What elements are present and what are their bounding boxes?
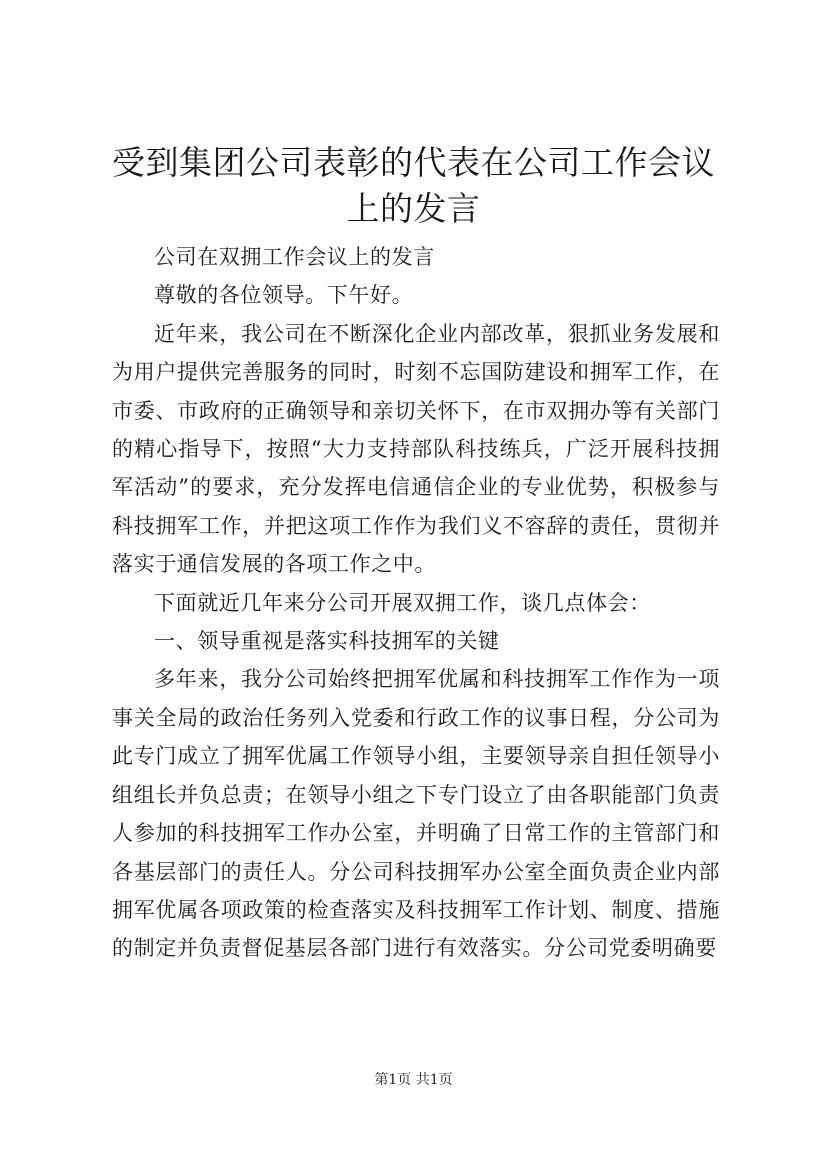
paragraph-greeting: 尊敬的各位领导。下午好。 bbox=[154, 283, 414, 308]
page-number-footer: 第1页 共1页 bbox=[374, 1072, 453, 1088]
paragraph-subtitle: 公司在双拥工作会议上的发言 bbox=[154, 245, 435, 269]
section-heading: 一、领导重视是落实科技拥军的关键 bbox=[154, 629, 500, 654]
paragraph-intro: 近年来，我公司在不断深化企业内部改革，狠抓业务发展和为用户提供完善服务的同时，时刻不忘国防建设和拥军工作，在市委、市政府的正确领导和亲切关怀下，在市双拥办等有关部门的精心指导下，按照“大力支持部队科技练兵，广泛开展科技拥军活动”的要求，充分发挥电信通信企业的专业优势，积极参与科技拥军工作，并把这项工作作为我们义不容辞的责任，贯彻并落实于通信发展的各项工作之中。 bbox=[112, 321, 720, 577]
paragraph-section-one: 多年来，我分公司始终把拥军优属和科技拥军工作作为一项事关全局的政治任务列入党委和行政工作的议事日程，分公司为此专门成立了拥军优属工作领导小组，主要领导亲自担任领导小组组长并负总责；在领导小组之下专门设立了由各职能部门负责人参加的科技拥军工作办公室，并明确了日常工作的主管部门和各基层部门的责任人。分公司科技拥军办公室全面负责企业内部拥军优属各项政策的检查落实及科技拥军工作计划、制度、措施的制定并负责督促基层各部门进行有效落实。分公司党委明确要 bbox=[112, 667, 720, 961]
document-title: 受到集团公司表彰的代表在公司工作会议上的发言 bbox=[112, 143, 715, 228]
paragraph-lead-in: 下面就近几年来分公司开展双拥工作，谈几点体会： bbox=[154, 590, 651, 615]
document-body bbox=[112, 238, 720, 968]
